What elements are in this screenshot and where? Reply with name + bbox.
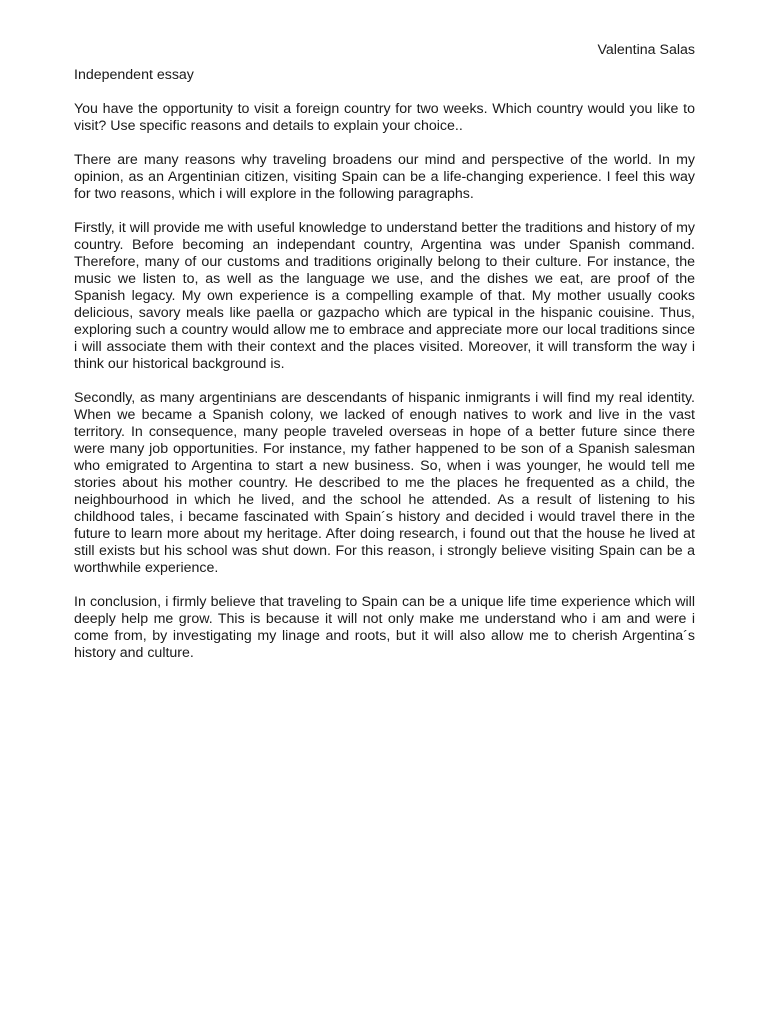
essay-heading: Independent essay <box>74 67 194 83</box>
essay-body <box>74 67 695 679</box>
author-name: Valentina Salas <box>597 42 695 58</box>
paragraph-second-reason: Secondly, as many argentinians are descendants of hispanic inmigrants i will find my real identity. When we became a Spanish colony, we lacked of enough natives to work and live in the vast territory. In consequence, many people traveled overseas in hope of a better future since there were many job opportunities. For instance, my father happened to be son of a Spanish salesman who emigrated to Argentina to start a new business. So, when i was younger, he would tell me stories about his mother country. He described to me the places he frequented as a child, the neighbourhood in which he lived, and the school he attended. As a result of listening to his childhood tales, i became fascinated with Spain´s history and decided i would travel there in the future to learn more about my heritage. After doing research, i found out that the house he lived at still exists but his school was shut down. For this reason, i strongly believe visiting Spain can be a worthwhile experience. <box>74 390 695 576</box>
paragraph-introduction: There are many reasons why traveling broadens our mind and perspective of the world. In my opinion, as an Argentinian citizen, visiting Spain can be a life-changing experience. I feel this way for two reasons, which i will explore in the following paragraphs. <box>74 152 695 202</box>
paragraph-conclusion: In conclusion, i firmly believe that traveling to Spain can be a unique life time experience which will deeply help me grow. This is because it will not only make me understand who i am and were i come from, by investigating my linage and roots, but it will also allow me to cherish Argentina´s history and culture. <box>74 594 695 661</box>
paragraph-first-reason: Firstly, it will provide me with useful knowledge to understand better the traditions and history of my country. Before becoming an independant country, Argentina was under Spanish command. Therefore, many of our customs and traditions originally belong to their culture. For instance, the music we listen to, as well as the language we use, and the dishes we eat, are proof of the Spanish legacy. My own experience is a compelling example of that. My mother usually cooks delicious, savory meals like paella or gazpacho which are typical in the hispanic couisine. Thus, exploring such a country would allow me to embrace and appreciate more our local traditions since i will associate them with their context and the places visited. Moreover, it will transform the way i think our historical background is. <box>74 220 695 372</box>
essay-prompt: You have the opportunity to visit a foreign country for two weeks. Which country would you like to visit? Use specific reasons and details to explain your choice.. <box>74 101 695 134</box>
